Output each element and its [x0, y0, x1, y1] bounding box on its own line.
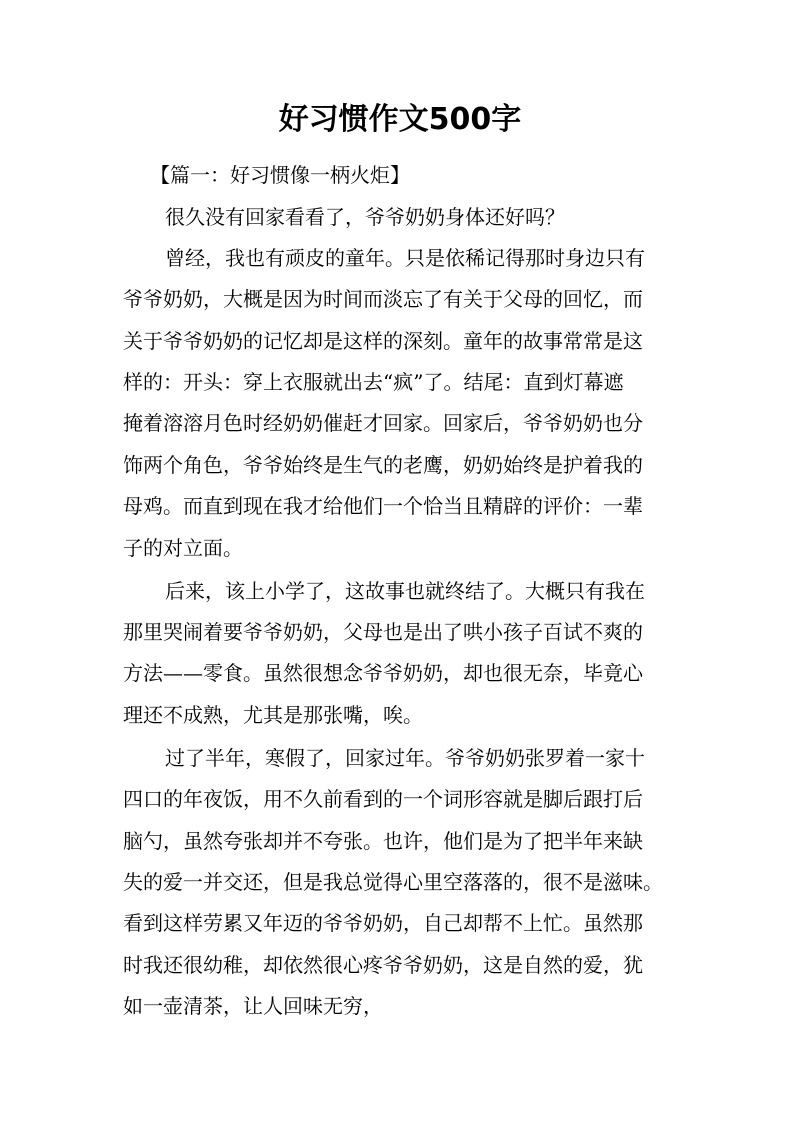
section-heading: 【篇一：好习惯像一柄火炬】 [150, 163, 410, 187]
paragraph-line: 四口的年夜饭，用不久前看到的一个词形容就是脚后跟打后 [123, 787, 643, 811]
paragraph-line: 失的爱一并交还，但是我总觉得心里空落落的，很不是滋味。 [123, 870, 663, 894]
paragraph-line: 掩着溶溶月色时经奶奶催赶才回家。回家后，爷爷奶奶也分 [123, 411, 643, 435]
paragraph-line: 方法——零食。虽然很想念爷爷奶奶，却也很无奈，毕竟心 [123, 661, 643, 685]
paragraph-line: 后来，该上小学了，这故事也就终结了。大概只有我在 [165, 579, 645, 603]
paragraph-line: 关于爷爷奶奶的记忆却是这样的深刻。童年的故事常常是这 [123, 329, 643, 353]
paragraph-line: 理还不成熟，尤其是那张嘴，唉。 [123, 703, 423, 727]
paragraph-line: 很久没有回家看看了，爷爷奶奶身体还好吗？ [165, 205, 565, 229]
paragraph-line: 如一壶清茶，让人回味无穷， [123, 994, 383, 1018]
paragraph-line: 爷爷奶奶，大概是因为时间而淡忘了有关于父母的回忆，而 [123, 287, 643, 311]
paragraph-line: 子的对立面。 [123, 536, 243, 560]
paragraph-line: 样的：开头：穿上衣服就出去“疯”了。结尾：直到灯幕遮 [123, 370, 624, 394]
paragraph-line: 曾经，我也有顽皮的童年。只是依稀记得那时身边只有 [165, 246, 645, 270]
paragraph-line: 饰两个角色，爷爷始终是生气的老鹰，奶奶始终是护着我的 [123, 453, 643, 477]
document-title: 好习惯作文500字 [278, 102, 522, 137]
paragraph-line: 母鸡。而直到现在我才给他们一个恰当且精辟的评价：一辈 [123, 494, 643, 518]
paragraph-line: 脑勺，虽然夸张却并不夸张。也许，他们是为了把半年来缺 [123, 829, 643, 853]
paragraph-line: 时我还很幼稚，却依然很心疼爷爷奶奶，这是自然的爱，犹 [123, 953, 643, 977]
paragraph-line: 看到这样劳累又年迈的爷爷奶奶，自己却帮不上忙。虽然那 [123, 911, 643, 935]
paragraph-line: 过了半年，寒假了，回家过年。爷爷奶奶张罗着一家十 [165, 746, 645, 770]
paragraph-line: 那里哭闹着要爷爷奶奶，父母也是出了哄小孩子百试不爽的 [123, 620, 643, 644]
